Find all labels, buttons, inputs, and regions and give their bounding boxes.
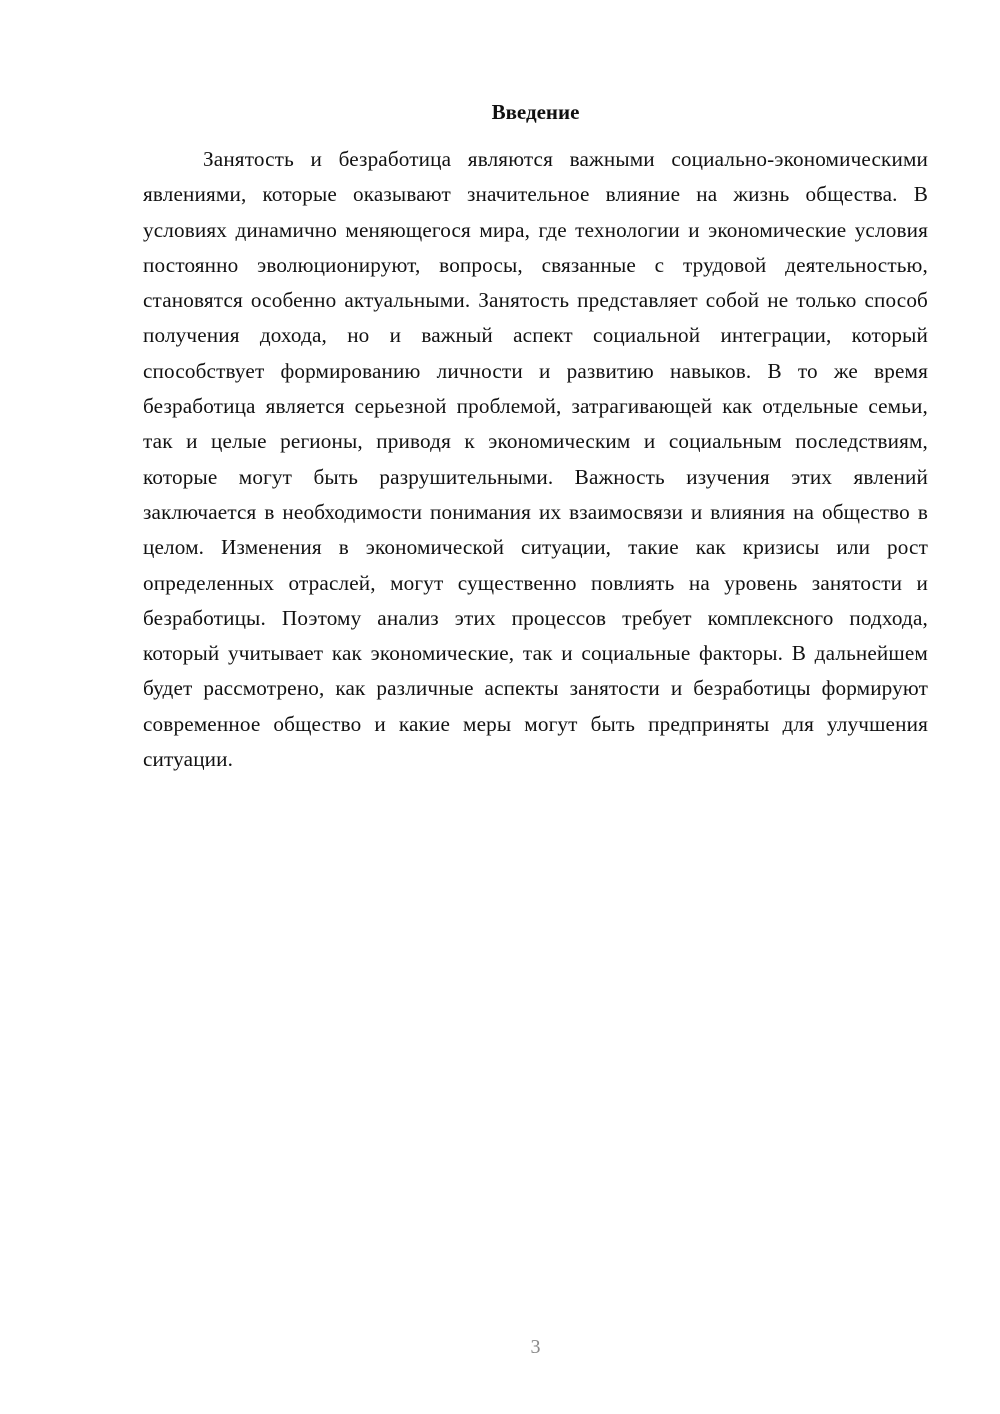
section-heading: Введение <box>491 100 580 124</box>
body-paragraph: Занятость и безработица являются важными социально-экономическими явлениями, которые оказывают значительное влияние на жизнь общества. В условиях динамично меняющегося мира, где технологии и экономические условия постоянно эволюционируют, вопросы, связанные с трудовой деятельностью, становятся особенно актуальными. Занятость представляет собой не только способ получения дохода, но и важный аспект социальной интеграции, который способствует формированию личности и развитию навыков. В то же время безработица является серьезной проблемой, затрагивающей как отдельные семьи, так и целые регионы, приводя к экономическим и социальным последствиям, которые могут быть разрушительными. Важность изучения этих явлений заключается в необходимости понимания их взаимосвязи и влияния на общество в целом. Изменения в экономической ситуации, такие как кризисы или рост определенных отраслей, могут существенно повлиять на уровень занятости и безработицы. Поэтому анализ этих процессов требует комплексного подхода, который учитывает как экономические, так и социальные факторы. В дальнейшем будет рассмотрено, как различные аспекты занятости и безработицы формируют современное общество и какие меры могут быть предприняты для улучшения ситуации. <box>143 147 928 772</box>
page-number: 3 <box>530 1336 541 1358</box>
